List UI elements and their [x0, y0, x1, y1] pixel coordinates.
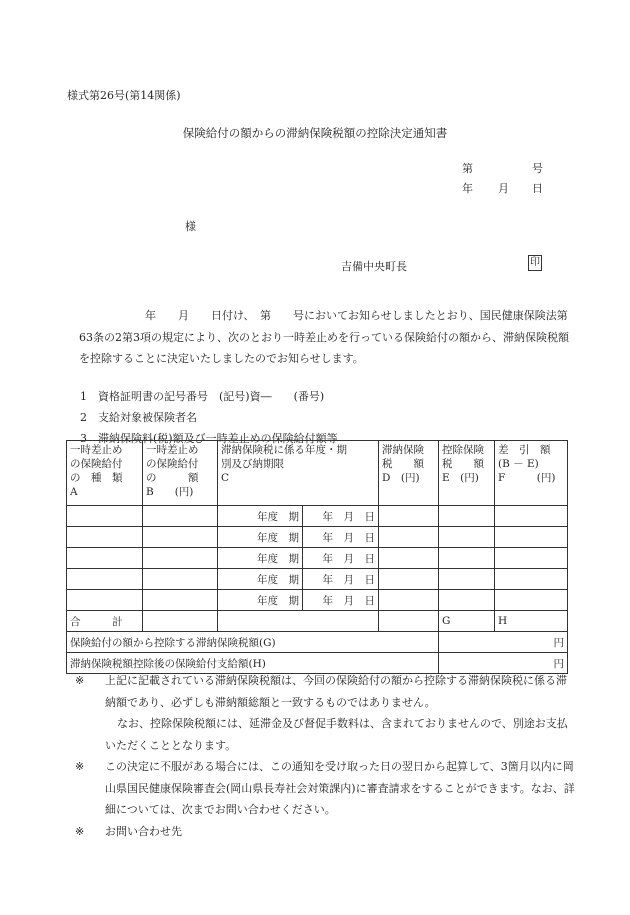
total-label: 合 計: [67, 611, 143, 632]
table-row: [67, 527, 568, 548]
h-label: H: [495, 611, 568, 632]
due-date-cell: 年 月 日: [303, 506, 379, 527]
header-a: 一時差止め の保険給付 の 種 類 A: [67, 441, 143, 506]
header-e: 控除保険 税 額 E (円): [439, 441, 495, 506]
item-3: 3 滞納保険料(税)額及び一時差止めの保険給付額等: [80, 432, 338, 445]
total-row: [67, 611, 568, 632]
date-day: 日: [532, 182, 543, 195]
header-f: 差 引 額 (B － E) F (円): [495, 441, 568, 506]
note-item: [75, 756, 575, 821]
note-text: 上記に記載されている滞納保険税額は、今回の保険給付の額から控除する滞納保険税に係る滞納額であり、必ずしも滞納額総額と一致するものではありません。: [105, 674, 567, 709]
period-cell: 年度 期: [218, 527, 303, 548]
due-date-cell: 年 月 日: [303, 590, 379, 611]
period-cell: 年度 期: [218, 506, 303, 527]
note-item: [75, 713, 575, 756]
payment-table: [66, 440, 568, 674]
body-paragraph: [79, 305, 574, 370]
table-row: [67, 590, 568, 611]
header-b: 一時差止め の保険給付 の 額 B (円): [143, 441, 218, 506]
date-month: 月: [498, 182, 509, 195]
item-2: 2 支給対象被保険者名: [80, 411, 197, 424]
period-cell: 年度 期: [218, 590, 303, 611]
header-row: [67, 441, 568, 506]
header-d: 滞納保険 税 額 D (円): [379, 441, 439, 506]
deduction-yen: 円: [439, 632, 568, 653]
issuer-name: 吉備中央町長: [341, 260, 407, 273]
deduction-label: 保険給付の額から控除する滞納保険税額(G): [67, 632, 439, 653]
number-dai: 第: [462, 162, 473, 175]
table-row: [67, 569, 568, 590]
seal-mark: 印: [528, 255, 542, 271]
note-text: なお、控除保険税額には、延滞金及び督促手数料は、含まれておりませんので、別途お支払いただくこととなります。: [105, 717, 568, 752]
period-cell: 年度 期: [218, 548, 303, 569]
payment-yen: 円: [439, 653, 568, 674]
addressee-suffix: 様: [185, 220, 196, 233]
document-title: 保険給付の額からの滞納保険税額の控除決定通知書: [182, 126, 448, 140]
due-date-cell: 年 月 日: [303, 548, 379, 569]
note-mark: ※: [75, 760, 85, 773]
g-label: G: [439, 611, 495, 632]
date-year: 年: [462, 182, 473, 195]
table-row: [67, 506, 568, 527]
note-item: [75, 670, 575, 713]
form-number: 様式第26号(第14関係): [67, 89, 181, 102]
note-mark: ※: [75, 674, 85, 687]
number-go: 号: [532, 162, 543, 175]
payment-label: 滞納保険税額控除後の保険給付支給額(H): [67, 653, 439, 674]
note-mark: ※: [75, 824, 85, 838]
header-c: 滞納保険税に係る年度・期 別及び納期限 C: [218, 441, 379, 506]
item-1: 1 資格証明書の記号番号 (記号)資― (番号): [80, 390, 325, 403]
notes-section: [75, 670, 575, 842]
due-date-cell: 年 月 日: [303, 569, 379, 590]
body-text: 年 月 日付け、 第 号においてお知らせしましたとおり、国民健康保険法第63条の2第3項の規定により、次のとおり一時差止めを行っている保険給付の額から、滞納保険税額を控除することに決定いたしましたのでお知らせします。: [79, 309, 569, 365]
period-cell: 年度 期: [218, 569, 303, 590]
table-row: [67, 548, 568, 569]
due-date-cell: 年 月 日: [303, 527, 379, 548]
deduction-row: [67, 632, 568, 653]
note-text: お問い合わせ先: [105, 824, 182, 838]
note-text: この決定に不服がある場合には、この通知を受け取った日の翌日から起算して、3箇月以内に岡山県国民健康保険審査会(岡山県長寿社会対策課内)に審査請求をすることができます。なお、詳細については、次までお問い合わせください。: [105, 760, 575, 816]
note-item: [75, 821, 575, 843]
